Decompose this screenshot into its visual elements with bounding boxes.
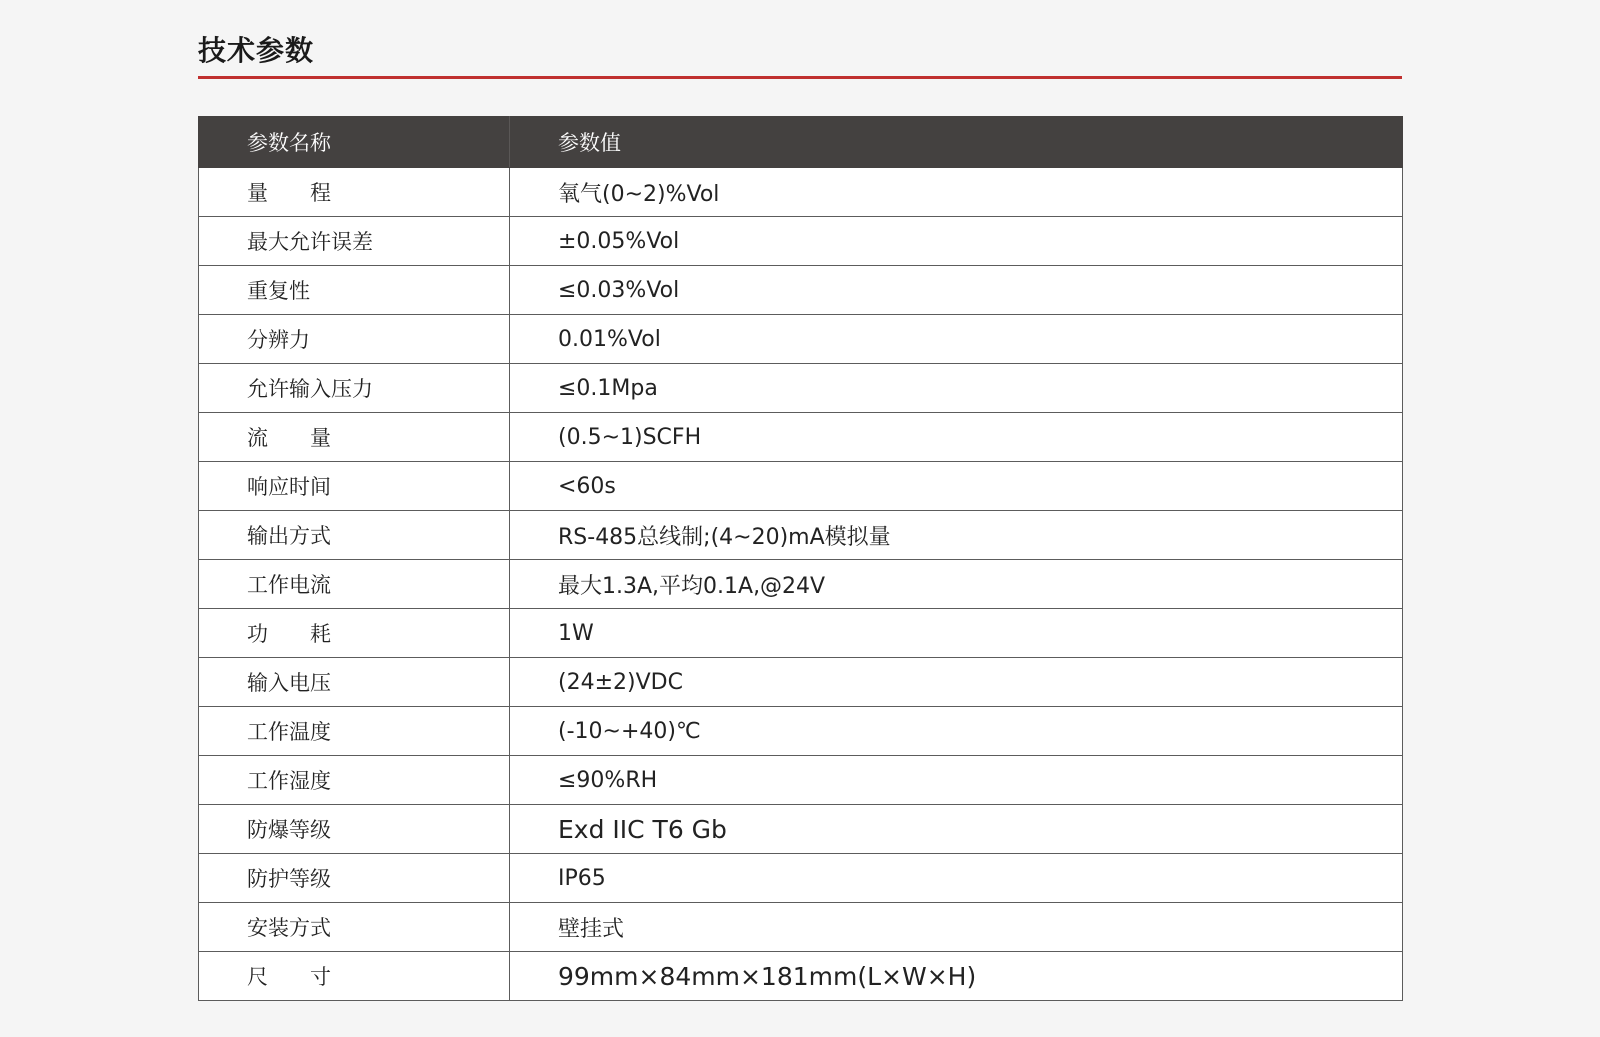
param-value: ±0.05%Vol (510, 217, 1403, 266)
spec-table (198, 116, 1403, 1001)
table-row (199, 511, 1403, 560)
param-value: 壁挂式 (510, 903, 1403, 952)
param-value: <60s (510, 462, 1403, 511)
table-row (199, 462, 1403, 511)
param-name: 工作温度 (199, 707, 510, 756)
param-name: 重复性 (199, 266, 510, 315)
param-value: ≤0.1Mpa (510, 364, 1403, 413)
param-value: 0.01%Vol (510, 315, 1403, 364)
param-value: ≤90%RH (510, 756, 1403, 805)
param-name: 工作电流 (199, 560, 510, 609)
header-param-name: 参数名称 (199, 117, 510, 168)
param-name: 量 程 (199, 168, 510, 217)
param-name: 功 耗 (199, 609, 510, 658)
table-row (199, 560, 1403, 609)
param-value: 最大1.3A,平均0.1A,@24V (510, 560, 1403, 609)
param-name: 输出方式 (199, 511, 510, 560)
table-row (199, 609, 1403, 658)
param-name: 最大允许误差 (199, 217, 510, 266)
table-header-row (199, 117, 1403, 168)
param-value: 氧气(0~2)%Vol (510, 168, 1403, 217)
param-value: RS-485总线制;(4~20)mA模拟量 (510, 511, 1403, 560)
param-name: 防爆等级 (199, 805, 510, 854)
param-name: 尺 寸 (199, 952, 510, 1001)
tech-params-section (198, 28, 1402, 79)
param-name: 输入电压 (199, 658, 510, 707)
section-title: 技术参数 (198, 34, 315, 67)
table-row (199, 217, 1403, 266)
param-value: (24±2)VDC (510, 658, 1403, 707)
param-value: 99mm×84mm×181mm(L×W×H) (510, 952, 1403, 1001)
param-name: 工作湿度 (199, 756, 510, 805)
table-row (199, 315, 1403, 364)
param-name: 安装方式 (199, 903, 510, 952)
param-name: 响应时间 (199, 462, 510, 511)
param-value: 1W (510, 609, 1403, 658)
header-param-value: 参数值 (510, 117, 1403, 168)
table-row (199, 952, 1403, 1001)
table-row (199, 854, 1403, 903)
table-row (199, 756, 1403, 805)
table-row (199, 658, 1403, 707)
param-value: Exd IIC T6 Gb (510, 805, 1403, 854)
param-name: 分辨力 (199, 315, 510, 364)
param-value: ≤0.03%Vol (510, 266, 1403, 315)
param-value: (-10~+40)℃ (510, 707, 1403, 756)
table-row (199, 266, 1403, 315)
title-underline (198, 76, 1402, 79)
table-row (199, 364, 1403, 413)
param-name: 允许输入压力 (199, 364, 510, 413)
table-row (199, 805, 1403, 854)
param-value: IP65 (510, 854, 1403, 903)
param-name: 防护等级 (199, 854, 510, 903)
table-row (199, 707, 1403, 756)
param-value: (0.5~1)SCFH (510, 413, 1403, 462)
table-row (199, 413, 1403, 462)
param-name: 流 量 (199, 413, 510, 462)
table-row (199, 168, 1403, 217)
table-row (199, 903, 1403, 952)
